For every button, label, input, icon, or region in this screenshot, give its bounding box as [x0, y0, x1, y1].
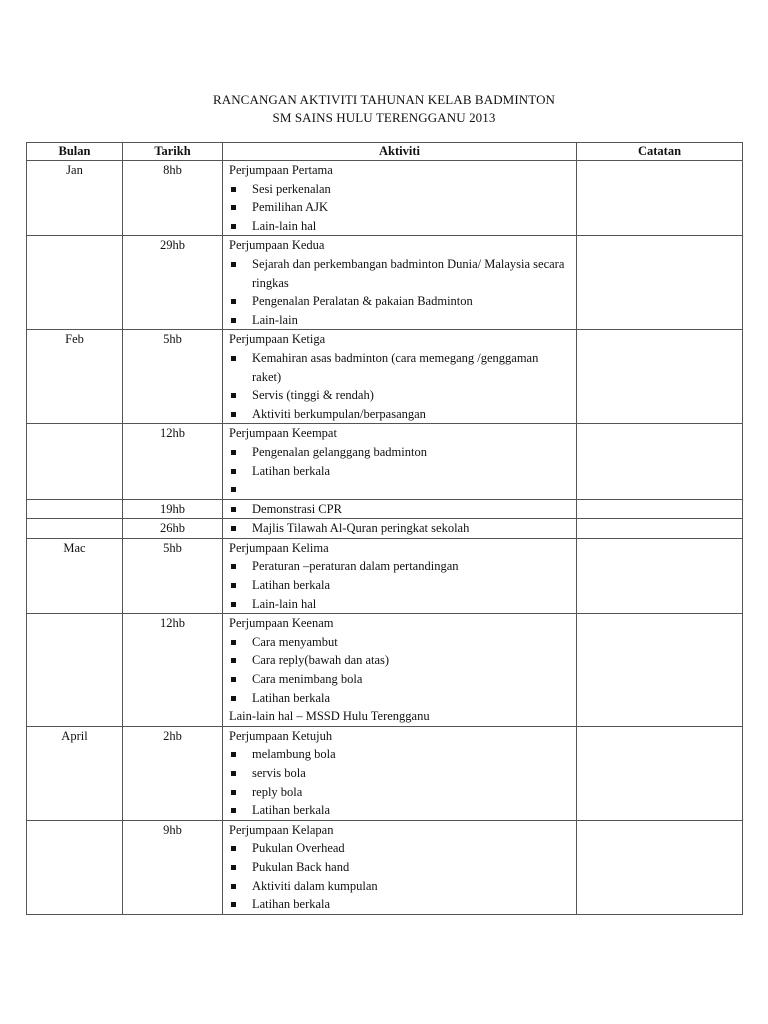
cell-bulan: Feb	[27, 330, 123, 424]
cell-aktiviti	[223, 820, 577, 914]
activity-list	[229, 500, 570, 519]
table-body	[27, 161, 743, 915]
meeting-heading: Perjumpaan Ketujuh	[229, 728, 333, 743]
activity-item: reply bola	[229, 783, 570, 802]
table-row	[27, 538, 743, 613]
activity-item: Kemahiran asas badminton (cara memegang /genggaman raket)	[229, 349, 570, 386]
cell-tarikh: 12hb	[123, 614, 223, 727]
activity-item: Peraturan –peraturan dalam pertandingan	[229, 557, 570, 576]
header-tarikh: Tarikh	[123, 143, 223, 161]
table-row	[27, 499, 743, 519]
cell-tarikh: 19hb	[123, 499, 223, 519]
activity-list	[229, 633, 570, 707]
activity-item: Cara menyambut	[229, 633, 570, 652]
cell-aktiviti	[223, 538, 577, 613]
activity-item: Pukulan Back hand	[229, 858, 570, 877]
cell-tarikh: 5hb	[123, 538, 223, 613]
meeting-heading: Perjumpaan Keenam	[229, 616, 334, 631]
document-subtitle: SM SAINS HULU TERENGGANU 2013	[272, 110, 496, 125]
activity-list	[229, 557, 570, 613]
cell-catatan	[577, 519, 743, 539]
activity-item: Latihan berkala	[229, 801, 570, 820]
cell-tarikh: 2hb	[123, 726, 223, 820]
table-row	[27, 726, 743, 820]
activity-item: Pengenalan Peralatan & pakaian Badminton	[229, 292, 570, 311]
cell-bulan	[27, 499, 123, 519]
activity-item: Demonstrasi CPR	[229, 500, 570, 519]
cell-catatan	[577, 820, 743, 914]
cell-tarikh: 9hb	[123, 820, 223, 914]
meeting-heading: Perjumpaan Kedua	[229, 238, 325, 253]
activity-list	[229, 180, 570, 236]
cell-catatan	[577, 538, 743, 613]
activity-item: Lain-lain hal	[229, 595, 570, 614]
header-bulan: Bulan	[27, 143, 123, 161]
activity-item: Servis (tinggi & rendah)	[229, 386, 570, 405]
cell-catatan	[577, 614, 743, 727]
cell-catatan	[577, 330, 743, 424]
activity-item: Sejarah dan perkembangan badminton Dunia/ Malaysia secara ringkas	[229, 255, 570, 292]
activity-item: Pemilihan AJK	[229, 198, 570, 217]
cell-catatan	[577, 424, 743, 499]
cell-tarikh: 12hb	[123, 424, 223, 499]
cell-aktiviti	[223, 614, 577, 727]
table-header-row	[27, 143, 743, 161]
activity-item: Aktiviti dalam kumpulan	[229, 877, 570, 896]
meeting-heading: Perjumpaan Keempat	[229, 426, 337, 441]
activity-item: Latihan berkala	[229, 689, 570, 708]
cell-tarikh: 29hb	[123, 236, 223, 330]
table-row	[27, 820, 743, 914]
cell-bulan	[27, 820, 123, 914]
cell-bulan: April	[27, 726, 123, 820]
table-row	[27, 614, 743, 727]
cell-bulan: Jan	[27, 161, 123, 236]
activity-item: Latihan berkala	[229, 576, 570, 595]
header-aktiviti: Aktiviti	[223, 143, 577, 161]
cell-tarikh: 5hb	[123, 330, 223, 424]
meeting-heading: Perjumpaan Kelima	[229, 540, 329, 555]
cell-catatan	[577, 161, 743, 236]
cell-aktiviti	[223, 424, 577, 499]
activity-item: Aktiviti berkumpulan/berpasangan	[229, 405, 570, 424]
activity-item: Lain-lain	[229, 311, 570, 330]
cell-bulan	[27, 614, 123, 727]
table-row	[27, 161, 743, 236]
cell-bulan	[27, 236, 123, 330]
cell-aktiviti	[223, 161, 577, 236]
cell-aktiviti	[223, 330, 577, 424]
cell-catatan	[577, 726, 743, 820]
activity-list	[229, 443, 570, 499]
activity-item: Cara menimbang bola	[229, 670, 570, 689]
cell-aktiviti	[223, 236, 577, 330]
cell-aktiviti	[223, 499, 577, 519]
table-row	[27, 330, 743, 424]
activity-item: Latihan berkala	[229, 462, 570, 481]
header-catatan: Catatan	[577, 143, 743, 161]
cell-tarikh: 8hb	[123, 161, 223, 236]
table-row	[27, 236, 743, 330]
activity-list	[229, 255, 570, 329]
activity-item: Cara reply(bawah dan atas)	[229, 651, 570, 670]
activity-plan-table	[26, 142, 743, 915]
table-row	[27, 519, 743, 539]
cell-bulan	[27, 424, 123, 499]
activity-item: Lain-lain hal	[229, 217, 570, 236]
table-row	[27, 424, 743, 499]
activity-item	[229, 480, 570, 499]
cell-aktiviti	[223, 519, 577, 539]
activity-item: Latihan berkala	[229, 895, 570, 914]
activity-note: Lain-lain hal – MSSD Hulu Terengganu	[229, 709, 430, 724]
activity-list	[229, 745, 570, 819]
cell-catatan	[577, 499, 743, 519]
activity-list	[229, 839, 570, 913]
cell-bulan: Mac	[27, 538, 123, 613]
activity-item: Majlis Tilawah Al-Quran peringkat sekolah	[229, 519, 570, 538]
activity-item: Pukulan Overhead	[229, 839, 570, 858]
activity-list	[229, 349, 570, 423]
cell-tarikh: 26hb	[123, 519, 223, 539]
cell-catatan	[577, 236, 743, 330]
activity-item: Pengenalan gelanggang badminton	[229, 443, 570, 462]
activity-item: servis bola	[229, 764, 570, 783]
activity-item: Sesi perkenalan	[229, 180, 570, 199]
document-title: RANCANGAN AKTIVITI TAHUNAN KELAB BADMINTON	[212, 92, 556, 107]
meeting-heading: Perjumpaan Pertama	[229, 163, 333, 177]
cell-bulan	[27, 519, 123, 539]
meeting-heading: Perjumpaan Kelapan	[229, 822, 334, 837]
meeting-heading: Perjumpaan Ketiga	[229, 332, 326, 347]
activity-item: melambung bola	[229, 745, 570, 764]
activity-list	[229, 519, 570, 538]
cell-aktiviti	[223, 726, 577, 820]
